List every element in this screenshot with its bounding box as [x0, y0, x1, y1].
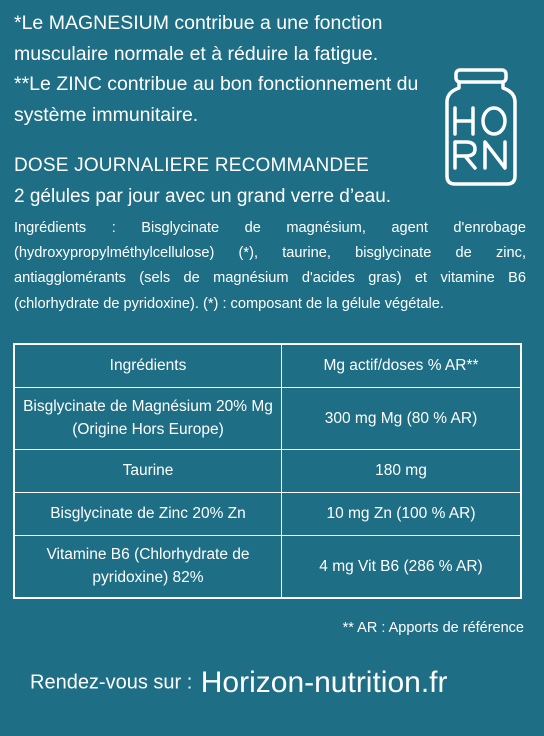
reference-footnote: ** AR : Apports de référence: [342, 620, 524, 636]
header-dose: Mg actif/doses % AR**: [282, 344, 522, 387]
footer-lead: Rendez-vous sur :: [30, 671, 193, 694]
table-row: [14, 535, 521, 598]
magnesium-claim: *Le MAGNESIUM contribue a une fonction musculaire normale et à réduire la fatigue.: [14, 12, 383, 65]
zinc-claim: **Le ZINC contribue au bon fonctionnement du système immunitaire.: [14, 73, 419, 126]
table-row: [14, 387, 521, 449]
header-ingredients: Ingrédients: [14, 344, 282, 387]
dose-title: DOSE JOURNALIERE RECOMMANDEE: [14, 155, 370, 176]
health-claims: [14, 8, 434, 130]
footer: [30, 666, 448, 700]
table-row: [14, 492, 521, 535]
horn-logo: [445, 68, 517, 186]
table-row: [14, 449, 521, 492]
ingredients-paragraph: Ingrédients : Bisglycinate de magnésium, agent d'enrobage (hydroxypropylméthylcellulose) (*), taurine, bisglycinate de zinc, antiagglomérants (sels de magnésium d'acides gras) et vitamine B6 (chlorhydrate de pyridoxine). (*) : composant de la gélule végétale.: [14, 220, 526, 312]
website-link[interactable]: Horizon-nutrition.fr: [200, 666, 448, 699]
table-cell-ingredient: Taurine: [14, 449, 282, 492]
dose-instructions: 2 gélules par jour avec un grand verre d’eau.: [14, 186, 392, 207]
table-cell-ingredient: Bisglycinate de Zinc 20% Zn: [14, 492, 282, 535]
table-cell-ingredient: Vitamine B6 (Chlorhydrate de pyridoxine) 82%: [14, 535, 282, 598]
table-header-row: [14, 344, 521, 387]
table-cell-dose: 180 mg: [282, 449, 522, 492]
nutrition-table: [13, 343, 522, 599]
table-cell-dose: 300 mg Mg (80 % AR): [282, 387, 522, 449]
table-cell-ingredient: Bisglycinate de Magnésium 20% Mg (Origine Hors Europe): [14, 387, 282, 449]
table-cell-dose: 4 mg Vit B6 (286 % AR): [282, 535, 522, 598]
table-cell-dose: 10 mg Zn (100 % AR): [282, 492, 522, 535]
